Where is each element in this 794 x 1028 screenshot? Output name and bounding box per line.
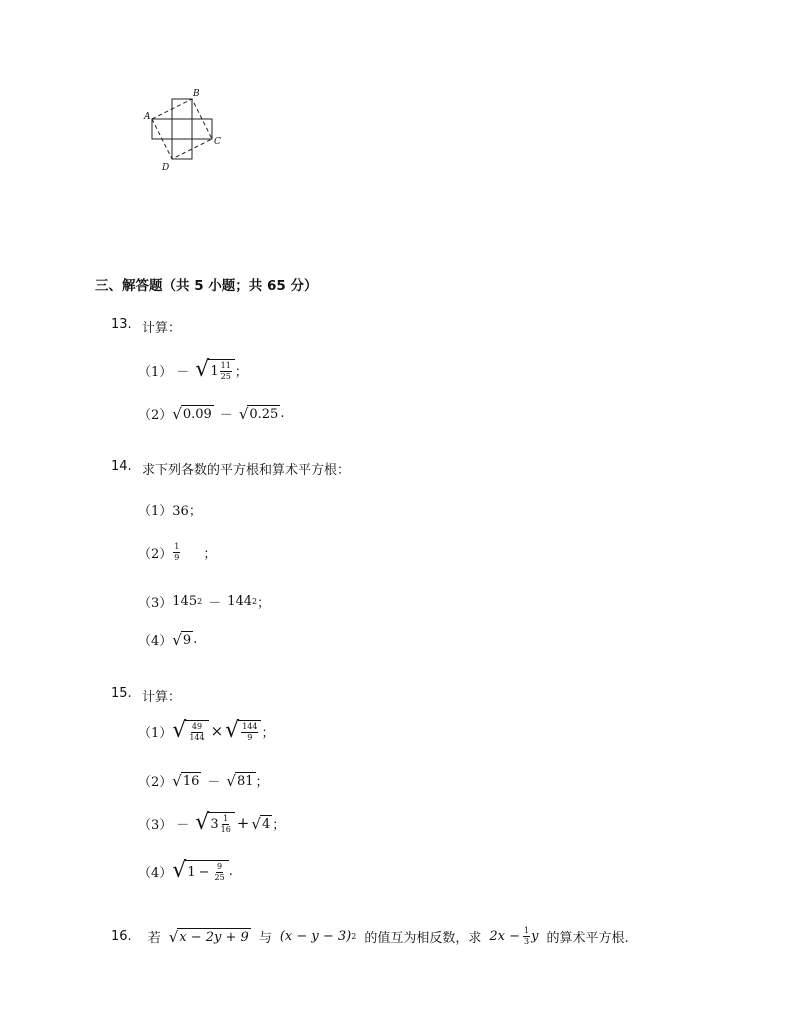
- q15-part3: [138, 812, 285, 834]
- q14-part3-label: （3）: [138, 596, 173, 611]
- point-label-a: A: [144, 112, 151, 122]
- q14-part2-label: （2）: [138, 547, 173, 562]
- q15-part2-sqrt-b: √ 81: [226, 772, 254, 790]
- q16-den: 3: [523, 937, 530, 946]
- q16-word-and: 与: [258, 931, 272, 946]
- q14-part4: [138, 630, 197, 649]
- q13-part1-label: （1）: [138, 364, 173, 380]
- q13-part2: [138, 404, 284, 423]
- q15-part2: [138, 771, 269, 790]
- q14-part3-exp2: 2: [252, 597, 258, 606]
- q13-part2-sqrt-b: √ 0.25: [238, 405, 279, 423]
- point-label-b: B: [193, 89, 200, 99]
- q15-part3-sqrt-a: √ 3 $\frac{1}{16}$: [195, 812, 235, 834]
- q16: [111, 927, 629, 946]
- geometry-figure: [140, 82, 240, 176]
- q15-part2-sqrt-a: √ 16: [172, 772, 200, 790]
- q13-part1-den: 25: [220, 371, 231, 381]
- q13-part2-op: －: [219, 408, 233, 423]
- q15-part2-label: （2）: [138, 775, 173, 790]
- q13-part1-sqrt: √ 1 $\frac{11}{25}$: [195, 359, 235, 381]
- q13-part2-label: （2）: [138, 408, 173, 423]
- q16-sqrt: √ x − 2y + 9: [168, 928, 249, 946]
- q15-part1-tail: ；: [261, 725, 275, 741]
- q13-number: 13.: [111, 317, 132, 332]
- q14-part3-exp: 2: [197, 597, 203, 606]
- q14-number: 14.: [111, 459, 132, 474]
- q15-part1-op: ×: [210, 722, 224, 740]
- q14-part3-b: 144: [227, 594, 253, 609]
- q13-part1-sign: －: [176, 364, 190, 380]
- q15-part4: [138, 860, 233, 882]
- q15-part2-op: －: [207, 775, 221, 790]
- q15-part4-label: （4）: [138, 865, 173, 881]
- q16-number: 16.: [111, 929, 132, 944]
- q13-part1: [138, 359, 248, 381]
- q14-part4-sqrt: √ 9: [172, 631, 192, 649]
- q15-part3-tail: ；: [272, 817, 286, 833]
- q14-part2-tail: ；: [203, 547, 217, 562]
- q15-part1-label: （1）: [138, 725, 173, 741]
- q14-part1: [138, 500, 202, 519]
- q15-part3-sqrt-b: √ 4: [251, 814, 271, 833]
- point-label-c: C: [214, 137, 221, 147]
- q14-part4-label: （4）: [138, 634, 173, 649]
- q13-part2-sqrt-a: √ 0.09: [172, 405, 212, 423]
- q14-part3: [138, 592, 270, 611]
- q14-part1-label: （1）: [138, 504, 173, 519]
- q13-part2-tail: .: [280, 406, 285, 421]
- q13-part1-tail: ；: [234, 364, 248, 380]
- q15-part3-sign: －: [176, 817, 190, 833]
- q14-part2-num: 1: [174, 542, 180, 551]
- q16-expr2: (x − y − 3): [279, 929, 352, 944]
- q14-part4-tail: .: [193, 632, 198, 647]
- q13-part1-whole: 1: [210, 363, 219, 379]
- q15-part3-op: +: [236, 814, 250, 832]
- q15-part3-label: （3）: [138, 817, 173, 833]
- q16-word-if: 若: [147, 931, 161, 946]
- q14-part2-den: 9: [174, 553, 180, 562]
- q15-part1: [138, 720, 275, 742]
- q14-part2: [138, 543, 216, 562]
- q15-part1-sqrt-a: √ $\frac{49}{144}$: [172, 720, 208, 742]
- q16-var: y: [531, 929, 539, 944]
- q15-part4-sqrt: √ 1 − $\frac{9}{25}$: [172, 860, 228, 882]
- q15-part4-tail: .: [228, 863, 233, 879]
- q13-part1-num: 11: [220, 360, 231, 370]
- q15-part1-sqrt-b: √ $\frac{144}{9}$: [225, 720, 261, 742]
- section-title: 三、解答题（共 5 小题；共 65 分）: [95, 278, 318, 294]
- q16-expr3: 2x −: [489, 929, 520, 944]
- q14-prompt: 求下列各数的平方根和算术平方根：: [142, 463, 351, 478]
- q14-part3-op: －: [208, 596, 222, 611]
- q16-end-text: 的算术平方根.: [546, 931, 629, 946]
- q16-mid-text: 的值互为相反数，求: [364, 931, 482, 946]
- q15-prompt: 计算：: [142, 690, 182, 705]
- q16-exp: 2: [351, 932, 357, 941]
- q15-number: 15.: [111, 686, 132, 701]
- q14-part3-a: 145: [172, 594, 198, 609]
- q14-part3-tail: ；: [257, 596, 271, 611]
- point-label-d: D: [162, 163, 170, 173]
- q14-part1-text: 36；: [172, 504, 202, 519]
- q16-num: 1: [523, 926, 530, 935]
- q13-prompt: 计算：: [142, 321, 182, 336]
- q15-part2-tail: ；: [255, 775, 269, 790]
